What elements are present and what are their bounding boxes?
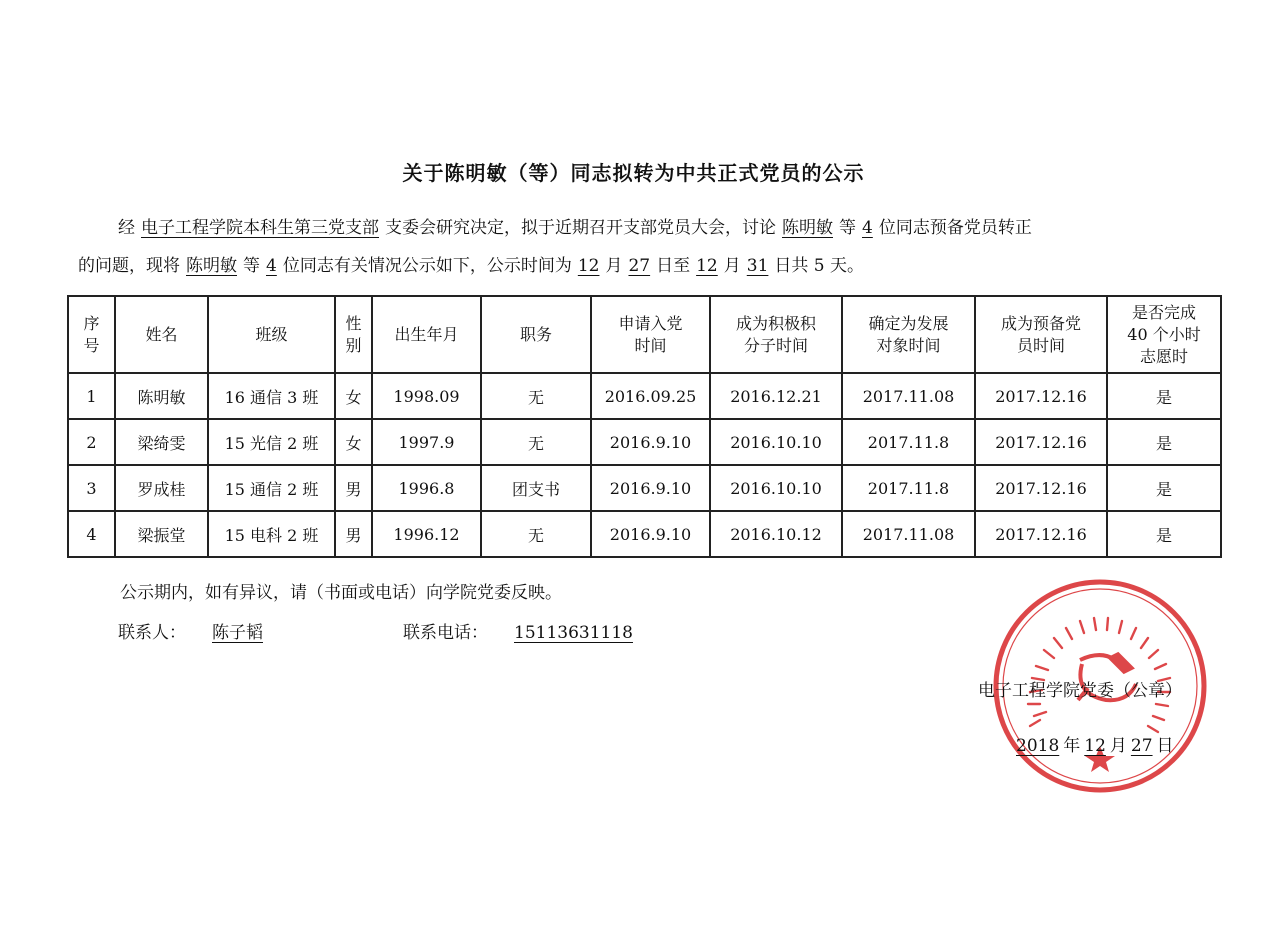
cell-name: 罗成桂 <box>115 465 208 511</box>
intro-suffix: 位同志预备党员转正 <box>878 218 1032 238</box>
objection-note: 公示期内，如有异议，请（书面或电话）向学院党委反映。 <box>120 583 562 603</box>
start-month: 12 <box>577 256 600 276</box>
cell-development-date: 2017.11.08 <box>842 511 975 557</box>
contact-person-value: 陈子韬 <box>212 623 263 643</box>
cell-development-date: 2017.11.8 <box>842 419 975 465</box>
day-to-label: 日至 <box>656 256 691 276</box>
intro2-suffix: 日共 5 天。 <box>774 256 865 276</box>
cell-class: 15 通信 2 班 <box>208 465 335 511</box>
party-branch-name: 电子工程学院本科生第三党支部 <box>141 218 379 238</box>
intro2-deng: 等 <box>243 256 260 276</box>
cell-apply-date: 2016.9.10 <box>591 419 710 465</box>
cell-volunteer-hours: 是 <box>1107 419 1221 465</box>
cell-position: 无 <box>481 419 591 465</box>
cell-probationary-date: 2017.12.16 <box>975 465 1107 511</box>
end-day: 31 <box>746 256 769 276</box>
header-volunteer-hours: 是否完成 40 个小时 志愿时 <box>1107 296 1221 373</box>
header-index: 序 号 <box>68 296 115 373</box>
cell-activist-date: 2016.10.10 <box>710 419 842 465</box>
issue-day: 27 <box>1130 736 1153 756</box>
cell-apply-date: 2016.9.10 <box>591 465 710 511</box>
cell-name: 陈明敏 <box>115 373 208 419</box>
cell-probationary-date: 2017.12.16 <box>975 373 1107 419</box>
header-birth: 出生年月 <box>372 296 481 373</box>
intro-paragraph-1 <box>78 210 1208 246</box>
issue-date <box>1012 731 1174 756</box>
cell-probationary-date: 2017.12.16 <box>975 511 1107 557</box>
header-class: 班级 <box>208 296 335 373</box>
cell-gender: 男 <box>335 511 372 557</box>
cell-volunteer-hours: 是 <box>1107 465 1221 511</box>
cell-index: 3 <box>68 465 115 511</box>
year-label: 年 <box>1063 736 1081 756</box>
header-development-date: 确定为发展 对象时间 <box>842 296 975 373</box>
month-label-2: 月 <box>723 256 741 276</box>
cell-position: 无 <box>481 511 591 557</box>
table-header-row <box>68 296 1221 373</box>
cell-gender: 男 <box>335 465 372 511</box>
cell-name: 梁振堂 <box>115 511 208 557</box>
header-name: 姓名 <box>115 296 208 373</box>
candidate-count: 4 <box>862 218 873 238</box>
header-activist-date: 成为积极积 分子时间 <box>710 296 842 373</box>
cell-index: 1 <box>68 373 115 419</box>
contact-phone-label: 联系电话： <box>403 623 488 643</box>
cell-index: 4 <box>68 511 115 557</box>
contact-phone <box>403 618 659 643</box>
issuer-signature: 电子工程学院党委（公章） <box>978 681 1182 701</box>
cell-position: 无 <box>481 373 591 419</box>
header-position: 职务 <box>481 296 591 373</box>
page-title: 关于陈明敏（等）同志拟转为中共正式党员的公示 <box>402 161 865 185</box>
candidate-table <box>67 295 1222 558</box>
cell-activist-date: 2016.12.21 <box>710 373 842 419</box>
contact-phone-value: 15113631118 <box>514 623 633 643</box>
candidate-count-2: 4 <box>266 256 277 276</box>
day-label: 日 <box>1156 736 1174 756</box>
cell-index: 2 <box>68 419 115 465</box>
table-row <box>68 373 1221 419</box>
intro2-middle: 位同志有关情况公示如下，公示时间为 <box>282 256 572 276</box>
issue-year: 2018 <box>1016 736 1060 756</box>
cell-birth: 1997.9 <box>372 419 481 465</box>
cell-activist-date: 2016.10.10 <box>710 465 842 511</box>
cell-development-date: 2017.11.08 <box>842 373 975 419</box>
candidate-name: 陈明敏 <box>782 218 833 238</box>
cell-volunteer-hours: 是 <box>1107 511 1221 557</box>
cell-birth: 1998.09 <box>372 373 481 419</box>
cell-gender: 女 <box>335 373 372 419</box>
end-month: 12 <box>696 256 718 276</box>
month-label-issue: 月 <box>1109 736 1127 756</box>
cell-activist-date: 2016.10.12 <box>710 511 842 557</box>
cell-class: 16 通信 3 班 <box>208 373 335 419</box>
cell-class: 15 电科 2 班 <box>208 511 335 557</box>
cell-name: 梁绮雯 <box>115 419 208 465</box>
intro-middle: 支委会研究决定，拟于近期召开支部党员大会，讨论 <box>385 218 776 238</box>
intro-deng: 等 <box>839 218 856 238</box>
header-gender: 性 别 <box>335 296 372 373</box>
table-row <box>68 419 1221 465</box>
start-day: 27 <box>628 256 651 276</box>
cell-class: 15 光信 2 班 <box>208 419 335 465</box>
table-row <box>68 465 1221 511</box>
cell-position: 团支书 <box>481 465 591 511</box>
intro-paragraph-2 <box>78 248 1208 284</box>
cell-development-date: 2017.11.8 <box>842 465 975 511</box>
contact-person <box>118 618 289 643</box>
issue-month: 12 <box>1084 736 1106 756</box>
cell-apply-date: 2016.09.25 <box>591 373 710 419</box>
cell-volunteer-hours: 是 <box>1107 373 1221 419</box>
cell-birth: 1996.8 <box>372 465 481 511</box>
intro-prefix: 经 <box>118 218 135 238</box>
cell-apply-date: 2016.9.10 <box>591 511 710 557</box>
intro2-prefix: 的问题，现将 <box>78 256 180 276</box>
cell-probationary-date: 2017.12.16 <box>975 419 1107 465</box>
header-probationary-date: 成为预备党 员时间 <box>975 296 1107 373</box>
candidate-name-2: 陈明敏 <box>186 256 237 276</box>
contact-person-label: 联系人： <box>118 623 186 643</box>
month-label: 月 <box>605 256 623 276</box>
table-row <box>68 511 1221 557</box>
cell-birth: 1996.12 <box>372 511 481 557</box>
header-apply-date: 申请入党 时间 <box>591 296 710 373</box>
cell-gender: 女 <box>335 419 372 465</box>
